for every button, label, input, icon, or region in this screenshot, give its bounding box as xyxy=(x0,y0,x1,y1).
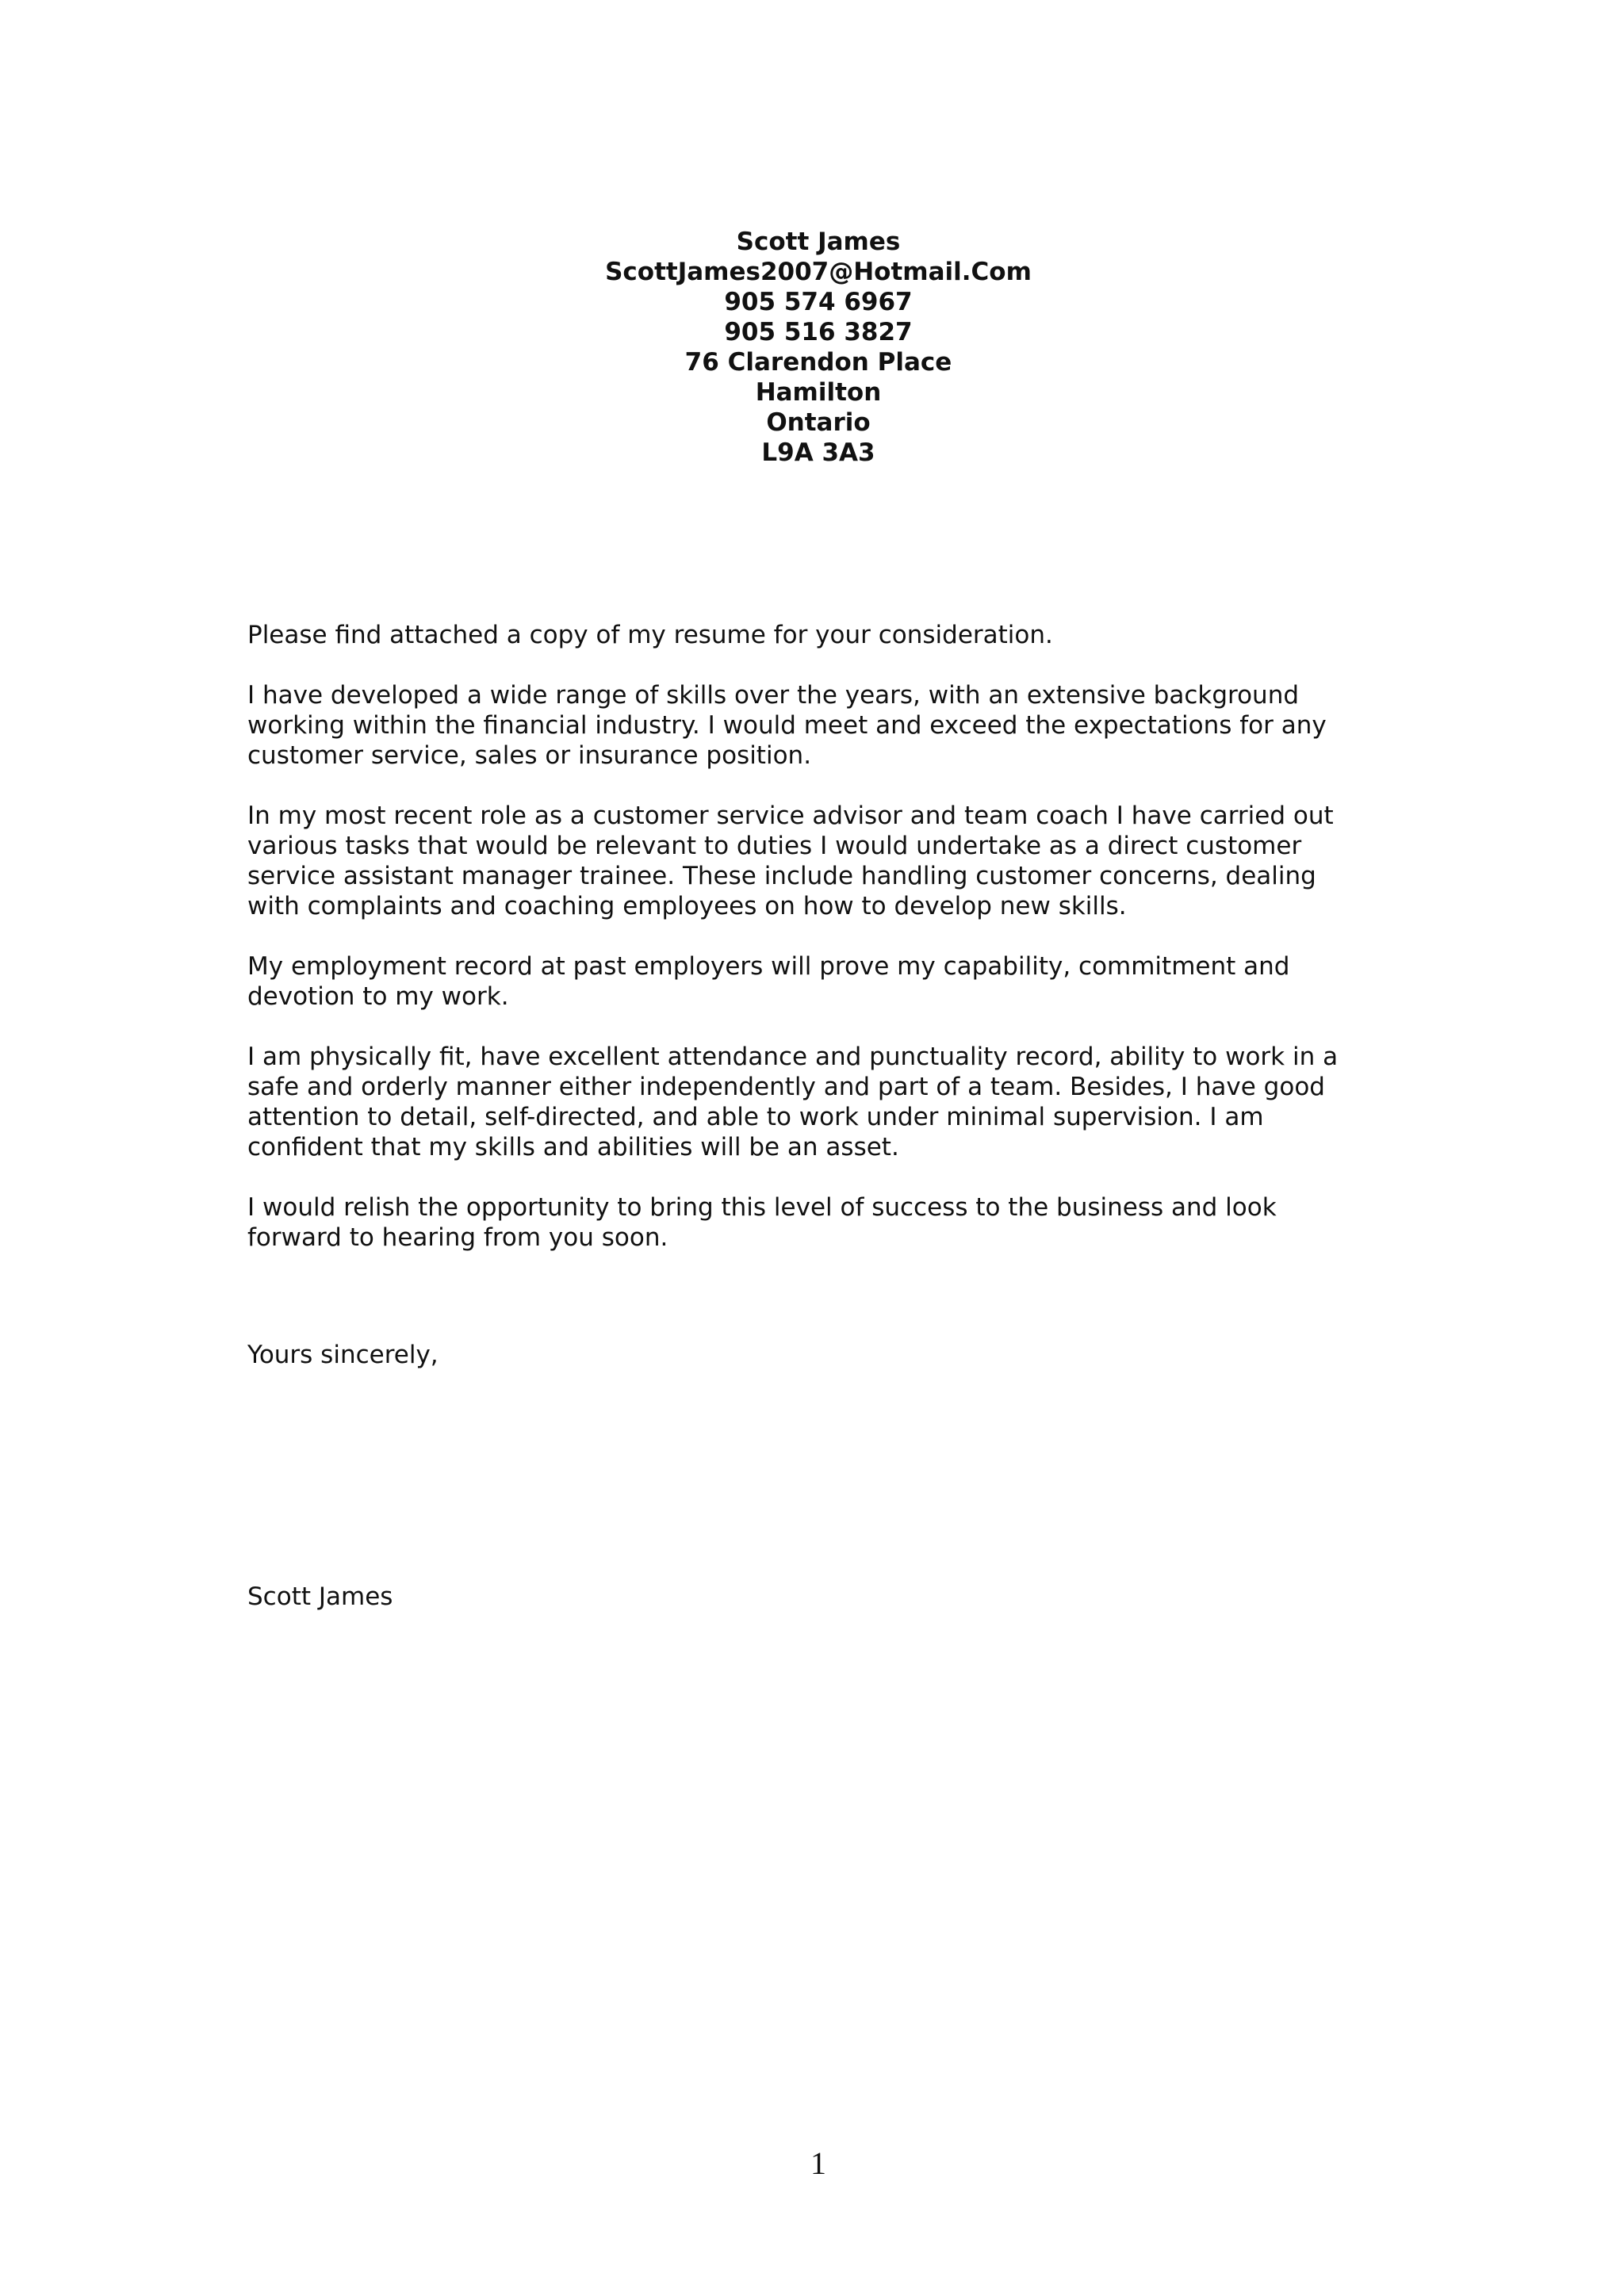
sender-postal-code: L9A 3A3 xyxy=(761,438,875,467)
paragraph-5 xyxy=(247,1042,1389,1162)
paragraph-line: attention to detail, self-directed, and able to work under minimal supervision. I am xyxy=(247,1103,1264,1131)
paragraph-line: devotion to my work. xyxy=(247,982,509,1011)
paragraph-line: with complaints and coaching employees on how to develop new skills. xyxy=(247,892,1127,920)
page-number: 1 xyxy=(810,2145,826,2181)
paragraph-line: In my most recent role as a customer service advisor and team coach I have carried out xyxy=(247,802,1334,830)
paragraph-line: working within the financial industry. I would meet and exceed the expectations for any xyxy=(247,711,1327,740)
paragraph-line: My employment record at past employers will prove my capability, commitment and xyxy=(247,952,1290,981)
paragraph-line: forward to hearing from you soon. xyxy=(247,1223,668,1252)
sender-city: Hamilton xyxy=(755,378,882,407)
closing-salutation: Yours sincerely, xyxy=(247,1341,439,1369)
paragraph-line: customer service, sales or insurance position. xyxy=(247,741,812,770)
signature-name: Scott James xyxy=(247,1582,393,1611)
paragraph-line: service assistant manager trainee. These include handling customer concerns, dealing xyxy=(247,862,1316,890)
paragraph-line: various tasks that would be relevant to duties I would undertake as a direct customer xyxy=(247,832,1302,860)
sender-street: 76 Clarendon Place xyxy=(684,348,952,377)
sender-phone-2: 905 516 3827 xyxy=(724,318,913,346)
paragraph-line: safe and orderly manner either independently and part of a team. Besides, I have good xyxy=(247,1073,1325,1101)
sender-name: Scott James xyxy=(736,228,901,256)
paragraph-line: Please find attached a copy of my resume for your consideration. xyxy=(247,621,1053,649)
paragraph-line: I would relish the opportunity to bring this level of success to the business and look xyxy=(247,1193,1277,1222)
paragraph-3 xyxy=(247,801,1389,921)
sender-province: Ontario xyxy=(766,408,871,437)
sender-phone-1: 905 574 6967 xyxy=(724,288,913,316)
paragraph-1 xyxy=(247,620,1389,650)
paragraph-4 xyxy=(247,951,1389,1012)
paragraph-line: confident that my skills and abilities will be an asset. xyxy=(247,1133,899,1161)
paragraph-line: I am physically fit, have excellent attendance and punctuality record, ability to work in a xyxy=(247,1043,1339,1071)
sender-email: ScottJames2007@Hotmail.Com xyxy=(605,258,1032,286)
paragraph-6 xyxy=(247,1192,1389,1253)
paragraph-line: I have developed a wide range of skills over the years, with an extensive background xyxy=(247,681,1300,710)
paragraph-2 xyxy=(247,680,1389,771)
letter-body xyxy=(247,620,1389,1283)
letter-header xyxy=(0,227,1624,468)
